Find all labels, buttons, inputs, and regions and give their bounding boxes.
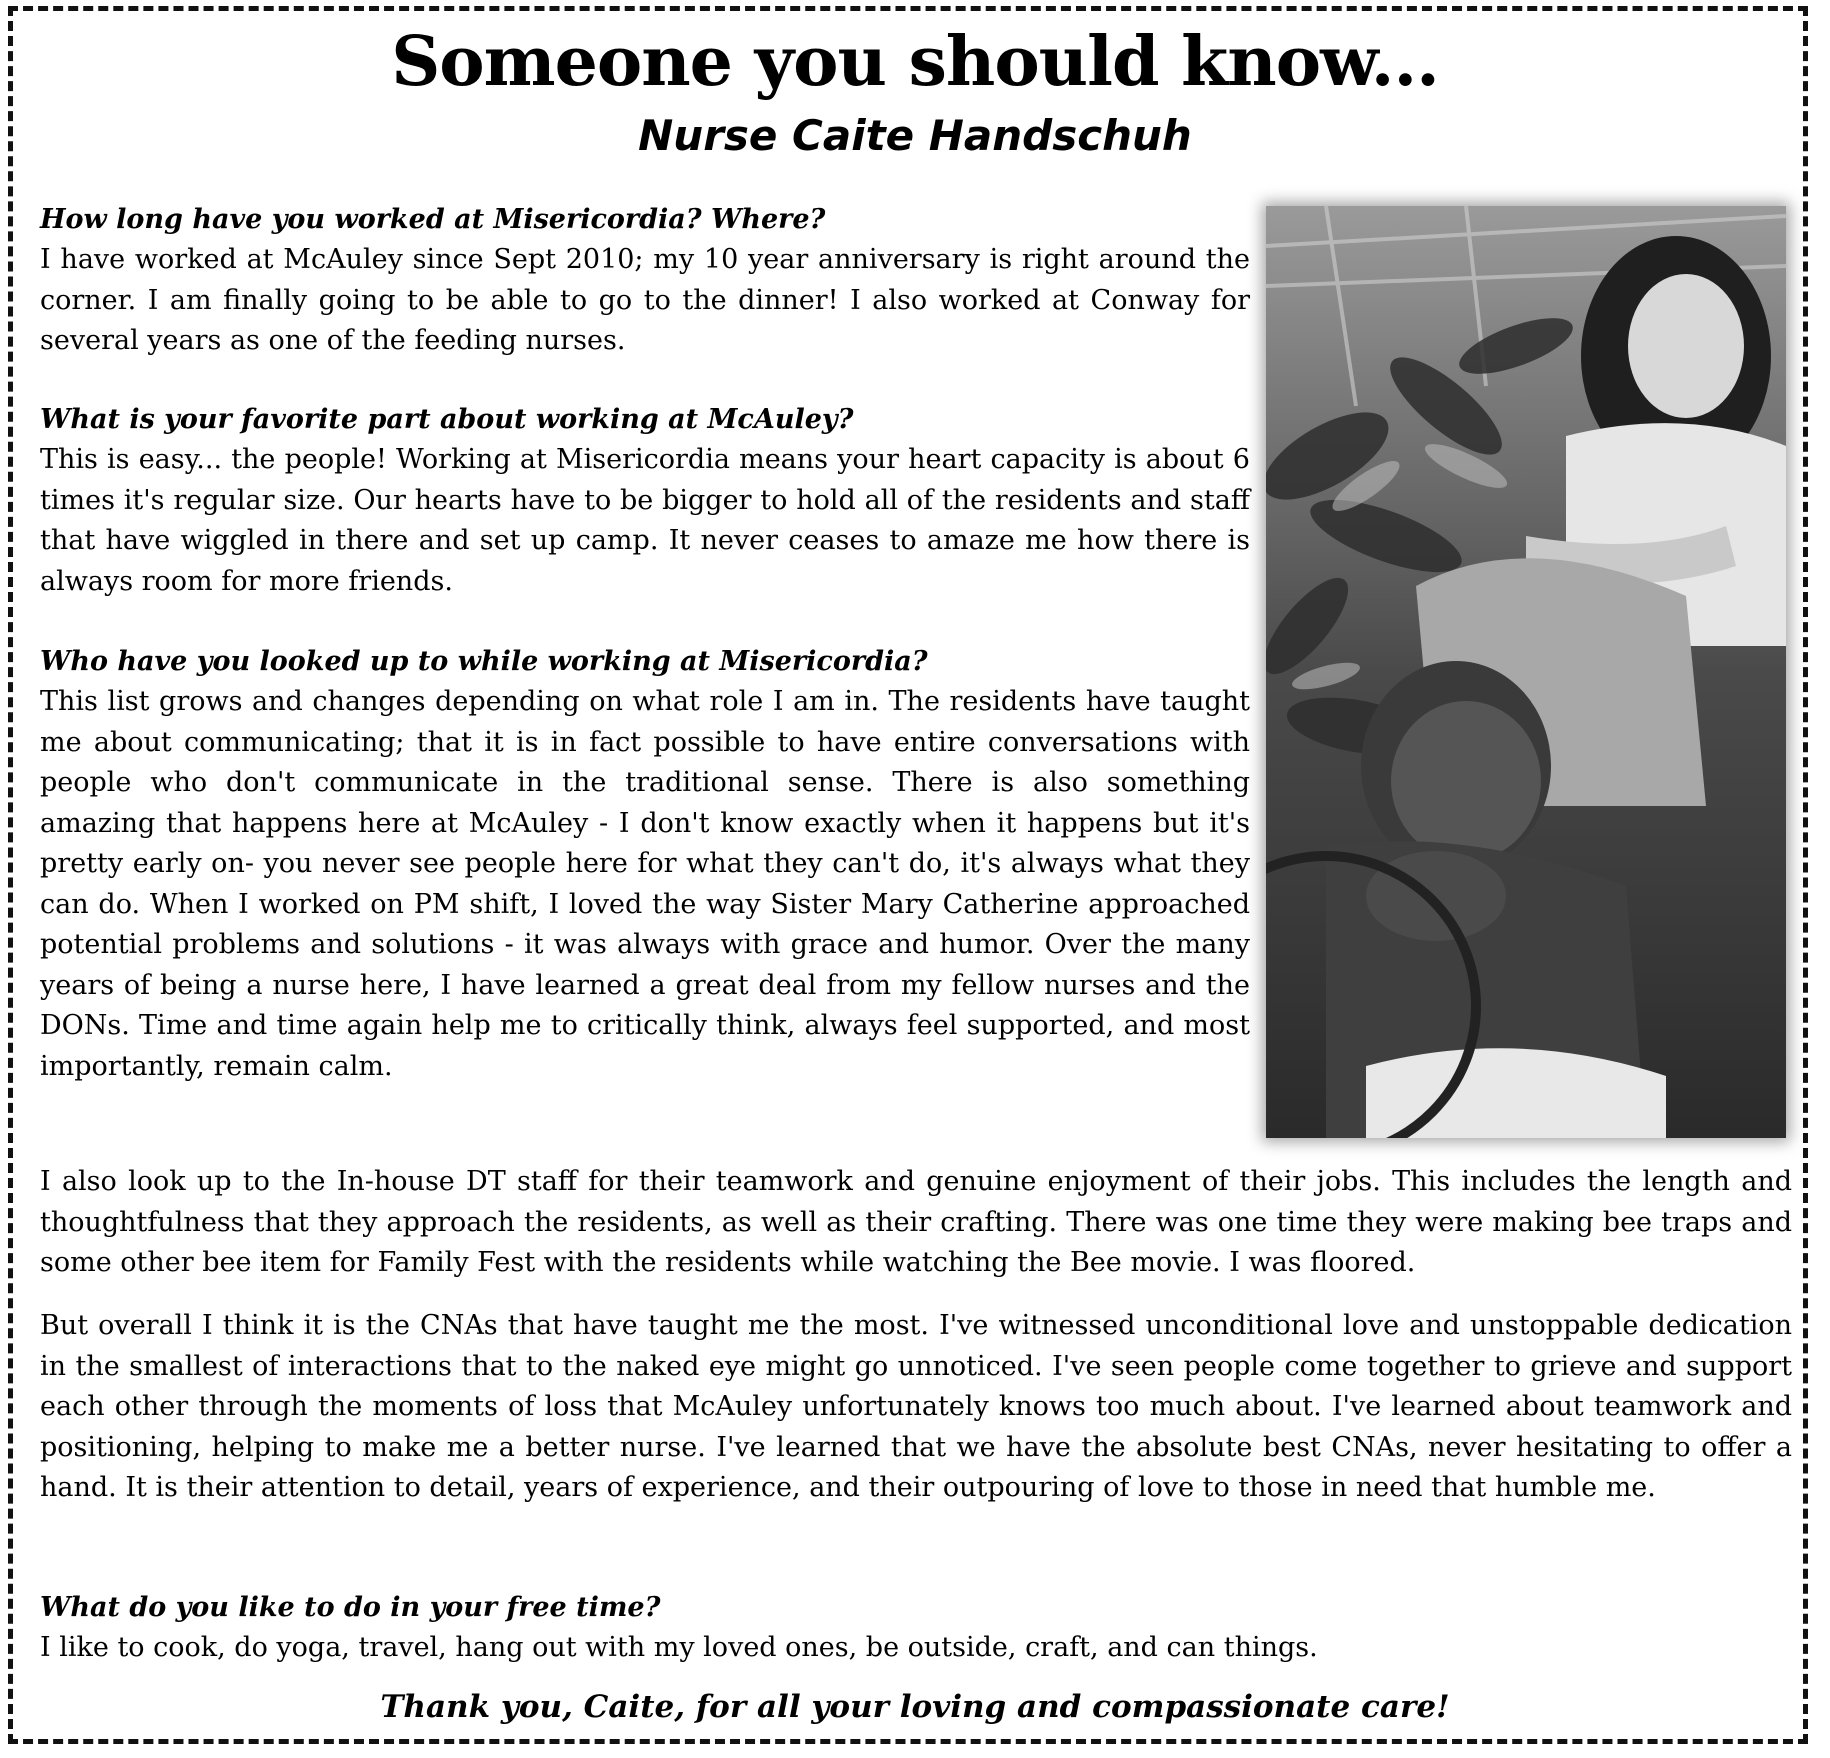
answer-4: I like to cook, do yoga, travel, hang out with my loved ones, be outside, craft, and can things. (40, 1632, 1318, 1663)
question-1: How long have you worked at Misericordia? Where? (40, 204, 826, 235)
nurse-resident-photo (1266, 206, 1786, 1138)
question-3: Who have you looked up to while working at Misericordia? (40, 646, 928, 677)
page-title: Someone you should know... (391, 22, 1439, 102)
paragraph-cnas: But overall I think it is the CNAs that have taught me the most. I've witnessed unconditional love and unstoppable dedication in the smallest of interactions that to the naked eye might go unnoticed. I've seen people come together to grieve and support each other through the moments of loss that McAuley unfortunately knows too much about. I've learned about teamwork and positioning, helping to make me a better nurse. I've learned that we have the absolute best CNAs, never hesitating to offer a hand. It is their attention to detail, years of experience, and their outpouring of love to those in need that humble me. (40, 1310, 1792, 1503)
answer-3: This list grows and changes depending on what role I am in. The residents have taught me about communicating; that it is in fact possible to have entire conversations with people who don't communicate in the traditional sense. There is also something amazing that happens here at McAuley - I don't know exactly when it happens but it's pretty early on- you never see people here for what they can't do, it's always what they can do. When I worked on PM shift, I loved the way Sister Mary Catherine approached potential problems and solutions - it was always with grace and humor. Over the many years of being a nurse here, I have learned a great deal from my fellow nurses and the DONs. Time and time again help me to critically think, always feel supported, and most importantly, remain calm. (40, 686, 1250, 1082)
answer-2: This is easy... the people! Working at Misericordia means your heart capacity is about 6 times it's regular size. Our hearts have to be bigger to hold all of the residents and staff that have wiggled in there and set up camp. It never ceases to amaze me how there is always room for more friends. (40, 444, 1250, 597)
closing-thank-you: Thank you, Caite, for all your loving and compassionate care! (380, 1689, 1450, 1725)
question-2: What is your favorite part about working at McAuley? (40, 404, 854, 435)
question-4: What do you like to do in your free time? (40, 1592, 661, 1623)
paragraph-dt-staff: I also look up to the In-house DT staff for their teamwork and genuine enjoyment of their jobs. This includes the length and thoughtfulness that they approach the residents, as well as their crafting. There was one time they were making bee traps and some other bee item for Family Fest with the residents while watching the Bee movie. I was floored. (40, 1166, 1792, 1278)
answer-1: I have worked at McAuley since Sept 2010; my 10 year anniversary is right around the corner. I am finally going to be able to go to the dinner! I also worked at Conway for several years as one of the feeding nurses. (40, 244, 1250, 356)
page-subtitle: Nurse Caite Handschuh (638, 111, 1192, 160)
